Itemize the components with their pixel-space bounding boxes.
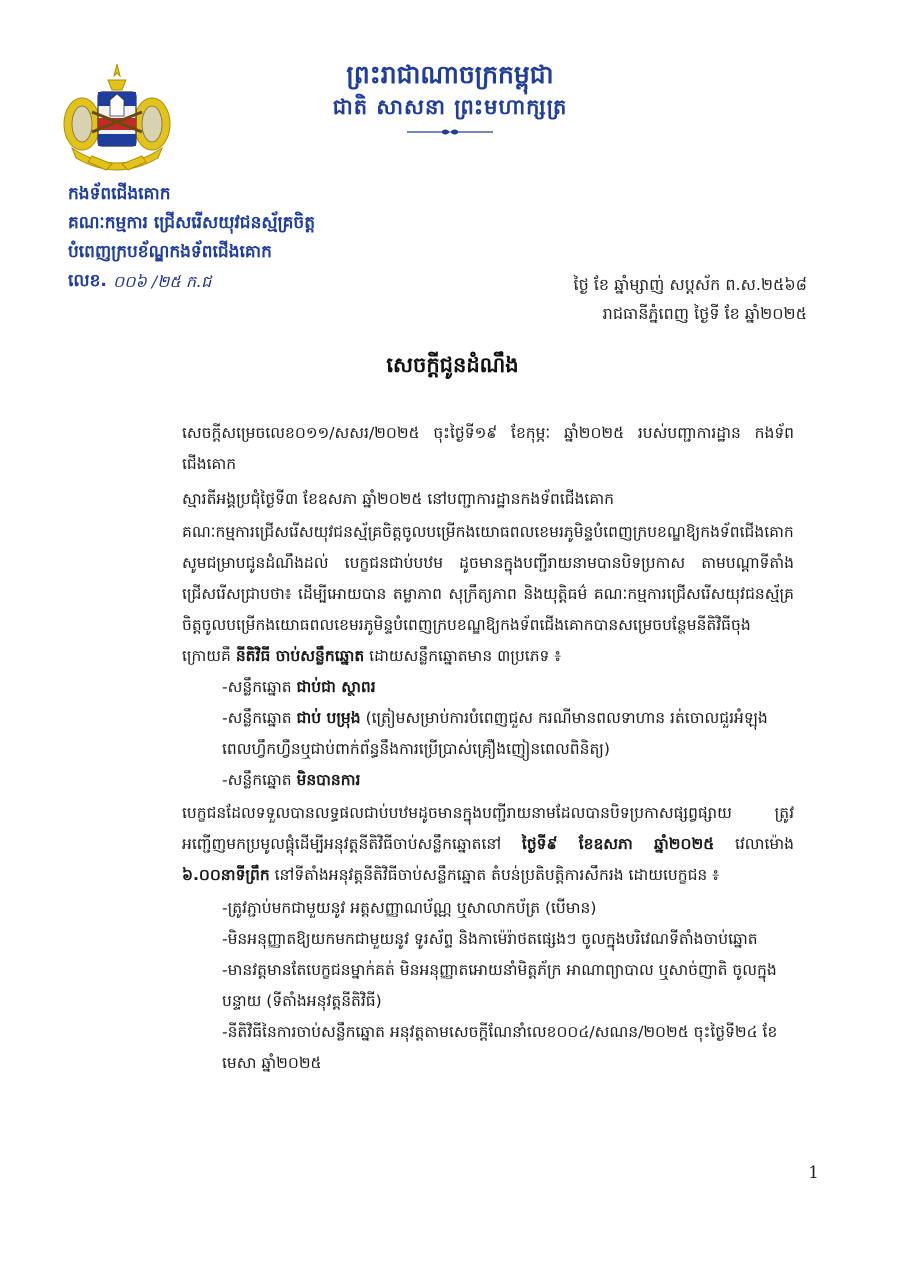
announcement-tail: ដោយសន្លឹកឆ្នោតមាន ៣ប្រភេទ ៖	[369, 647, 562, 665]
army-emblem-icon	[62, 60, 172, 178]
paragraph-instructions: បេក្ខជនដែលទទួលបានលទ្ធផលជាប់បឋមដូចមានក្នុងបញ្ជីរាយនាមដែលបានបិទប្រកាសផ្សព្វផ្សាយ ត្រូវអញ្ជើញមកប្រមូលផ្តុំដើម្បីអនុវត្តនីតិវិធីចាប់សន្លឹកឆ្នោតនៅ ថ្ងៃទី៩ ខែឧសភា ឆ្នាំ២០២៥ វេលាម៉ោង ៦.០០នាទីព្រឹក នៅទីតាំងអនុវត្តនីតិវិធីចាប់សន្លឹកឆ្នោត តំបន់ប្រតិបត្តិការសឹករង ដោយបេក្ខជន ៖	[182, 804, 794, 884]
national-motto: ជាតិ សាសនា ព្រះមហាក្សត្រ	[332, 94, 568, 119]
document-title: សេចក្តីជូនដំណឹង	[386, 353, 519, 377]
announcement-procedure: នីតិវិធី ចាប់សន្លឹកឆ្នោត	[235, 647, 365, 665]
list-item: -សន្លឹកឆ្នោត មិនបានការ	[222, 771, 361, 789]
list-item: -សន្លឹកឆ្នោត ជាប់ជា ស្ថាពរ	[222, 678, 376, 696]
page-number: 1	[808, 1163, 819, 1183]
reference-number	[68, 267, 315, 296]
solar-date: រាជធានីភ្នំពេញ ថ្ងៃទី ខែ ឆ្នាំ២០២៥	[602, 304, 807, 323]
sender-unit: កងទ័ពជើងគោក	[68, 184, 171, 204]
list-item: -នីតិវិធីនៃការចាប់សន្លឹកឆ្នោត អនុវត្តតាមសេចក្តីណែនាំលេខ០០៤/សណន/២០២៥ ចុះថ្ងៃទី២៤ ខែមេសា ឆ្នាំ២០២៥	[222, 1023, 778, 1072]
date-block	[574, 270, 807, 328]
reference-label: លេខ.	[68, 271, 107, 291]
kingdom-title: ព្រះរាជាណាចក្រកម្ពុជា	[346, 60, 554, 89]
paragraph-decision: សេចក្តីសម្រេចលេខ០១១/សសរ/២០២៥ ចុះថ្ងៃទី១៩ ខែកុម្ភៈ ឆ្នាំ២០២៥ របស់បញ្ជាការដ្ឋាន កងទ័ពជើងគោក	[182, 424, 794, 473]
list-item: -សន្លឹកឆ្នោត ជាប់ បម្រុង (ត្រៀមសម្រាប់ការបំពេញជួស ករណីមានពលទាហាន រត់ចោលជួរអំឡុងពេលហ្វឹកហ្វឺនឬជាប់ពាក់ព័ន្ធនឹងការប្រើប្រាស់គ្រឿងញៀនពេលពិនិត្យ)	[222, 709, 768, 758]
royal-header	[300, 58, 600, 138]
paragraph-announcement	[182, 517, 794, 672]
ornamental-divider-icon	[405, 126, 495, 138]
document-body	[182, 418, 794, 1079]
sender-committee: គណៈកម្មការ ជ្រើសរើសយុវជនស្ម័គ្រចិត្ត	[68, 213, 316, 233]
announcement-text: គណៈកម្មការជ្រើសរើសយុវជនស្ម័គ្រចិត្តចូលបម្រើកងយោធពលខេមរភូមិន្ទបំពេញក្របខណ្ឌឱ្យកងទ័ពជើងគោក សូមជម្រាបជូនដំណឹងដល់ បេក្ខជនជាប់បឋម ដូចមានក្នុងបញ្ជីរាយនាមបានបិទប្រកាស តាមបណ្តាទីតាំងជ្រើសរើសជ្រាបថា៖ ដើម្បីអោយបាន តម្លាភាព សុក្រឹត្យភាព និងយុត្តិធម៌ គណៈកម្មការជ្រើសរើសយុវជនស្ម័គ្រចិត្តចូលបម្រើកងយោធពលខេមរភូមិន្ទបំពេញក្របខណ្ឌឱ្យកងទ័ពជើងគោកបានសម្រេចបន្ថែមនីតិវិធីចុងក្រោយគឺ	[182, 523, 794, 665]
lunar-date: ថ្ងៃ ខែ ឆ្នាំម្សាញ់ សប្តស័ក ព.ស.២៥៦៨	[573, 275, 807, 294]
list-item: -មិនអនុញ្ញាតឱ្យយកមកជាមួយនូវ ទូរស័ព្ទ និងកាម៉េរ៉ាថតផ្សេងៗ ចូលក្នុងបរិវេណទីតាំងចាប់ឆ្នោត	[222, 930, 758, 948]
sender-block	[68, 180, 315, 296]
list-item: -មានវត្តមានតែបេក្ខជនម្នាក់គត់ មិនអនុញ្ញាតអោយនាំមិត្តភ័ក្រ អាណាព្យាបាល ឬសាច់ញាតិ ចូលក្នុងបន្ទាយ (ទីតាំងអនុវត្តនីតិវិធី)	[222, 961, 777, 1010]
list-item: -ត្រូវភ្ជាប់មកជាមួយនូវ អត្តសញ្ញាណប័ណ្ណ ឬសាលាកប័ត្រ (បើមាន)	[222, 899, 597, 917]
reference-value: ០០៦ /២៥ ក.ជ	[112, 272, 212, 291]
sender-purpose: បំពេញក្របខ័ណ្ឌកងទ័ពជើងគោក	[68, 242, 272, 262]
paragraph-meeting: ស្មារតីអង្គប្រជុំថ្ងៃទី៣ ខែឧសភា ឆ្នាំ២០២៥ នៅបញ្ជាការដ្ឋានកងទ័ពជើងគោក	[182, 490, 614, 508]
